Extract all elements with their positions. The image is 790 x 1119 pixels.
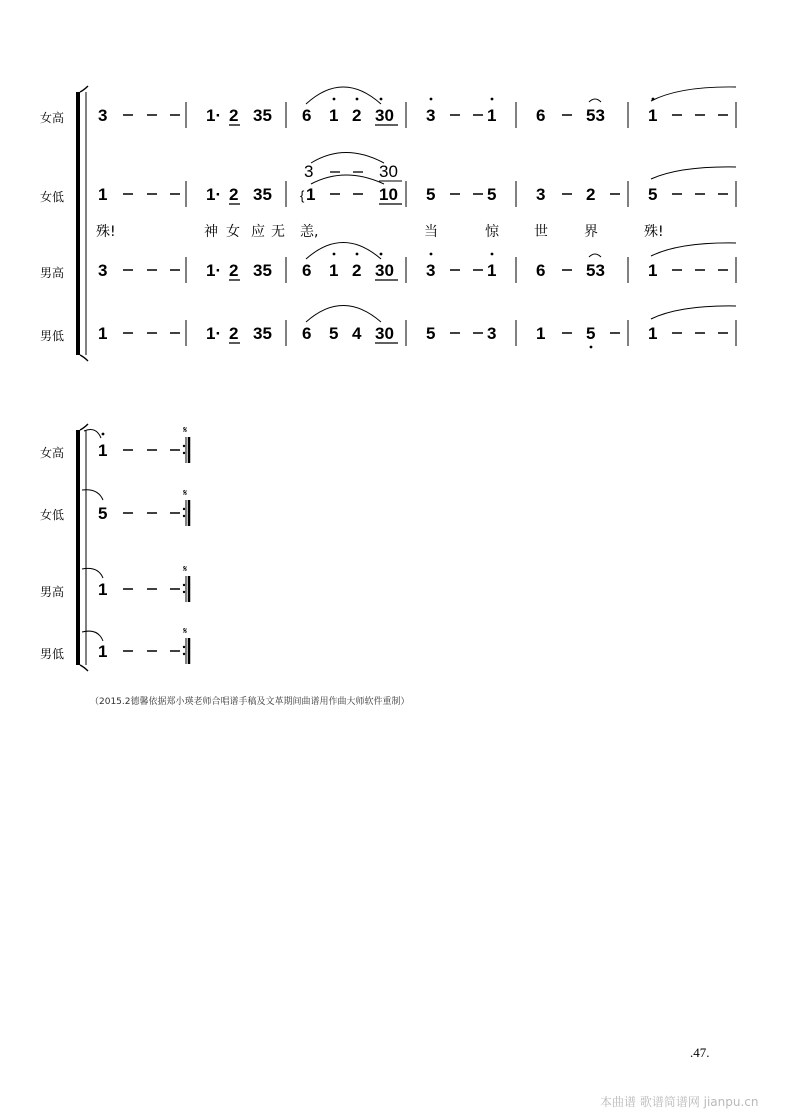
svg-text:1: 1 [648, 106, 658, 125]
svg-text:1·: 1· [206, 106, 222, 125]
svg-text:1: 1 [329, 261, 339, 280]
svg-text:6: 6 [302, 106, 312, 125]
svg-text:6: 6 [536, 261, 546, 280]
svg-text:6: 6 [302, 261, 312, 280]
svg-text:2: 2 [229, 106, 239, 125]
lyric: 界 [584, 224, 598, 240]
lyric: 无 [271, 224, 285, 240]
svg-text:2: 2 [352, 261, 362, 280]
lyric: 恙, [300, 224, 319, 240]
svg-text:5: 5 [426, 185, 436, 204]
svg-text:1: 1 [487, 106, 497, 125]
part-label-alto: 女低 [40, 508, 65, 522]
svg-text:1: 1 [536, 324, 546, 343]
svg-text:35: 35 [253, 106, 272, 125]
part-label-soprano: 女高 [40, 446, 65, 460]
part-label-soprano: 女高 [40, 111, 65, 125]
part-label-tenor: 男高 [40, 266, 65, 280]
credit-note: （2015.2德馨依据郑小瑛老师合唱谱手稿及文革期间曲谱用作曲大师软件重制） [90, 697, 410, 707]
svg-text:53: 53 [586, 261, 605, 280]
lyric: 女 [226, 224, 240, 240]
lyric: 惊 [485, 224, 499, 240]
svg-text:3: 3 [98, 106, 108, 125]
svg-text:5: 5 [586, 324, 596, 343]
system-1 [40, 86, 736, 361]
svg-text:2: 2 [229, 324, 239, 343]
part-label-alto: 女低 [40, 190, 65, 204]
svg-text:1: 1 [487, 261, 497, 280]
row-bass [82, 626, 189, 664]
svg-text:6: 6 [536, 106, 546, 125]
svg-text:30: 30 [375, 106, 394, 125]
svg-text:1: 1 [98, 324, 108, 343]
row-alto [98, 153, 736, 208]
svg-text:5: 5 [426, 324, 436, 343]
svg-text:1·: 1· [206, 324, 222, 343]
part-label-bass: 男低 [40, 329, 65, 343]
lyric: 殊! [644, 224, 664, 240]
svg-text:1: 1 [306, 185, 316, 204]
svg-text:1: 1 [98, 441, 108, 460]
page-number: .47. [690, 1045, 710, 1060]
svg-text:3: 3 [426, 106, 436, 125]
lyric: 当 [424, 224, 438, 240]
svg-text:30: 30 [379, 162, 398, 181]
row-soprano [84, 425, 189, 463]
svg-text:5: 5 [487, 185, 497, 204]
svg-text:1: 1 [98, 185, 108, 204]
svg-text:35: 35 [253, 324, 272, 343]
svg-text:5: 5 [329, 324, 339, 343]
svg-text:6: 6 [302, 324, 312, 343]
row-bass [98, 306, 736, 349]
row-tenor [82, 564, 189, 602]
svg-text:2: 2 [229, 185, 239, 204]
lyric: 神 [204, 224, 218, 240]
svg-text:3: 3 [426, 261, 436, 280]
svg-text:4: 4 [352, 324, 362, 343]
svg-text:5: 5 [648, 185, 658, 204]
svg-text:1·: 1· [206, 185, 222, 204]
svg-text:1: 1 [98, 642, 108, 661]
svg-text:𝄋: 𝄋 [183, 564, 188, 575]
system-2 [40, 424, 189, 671]
svg-text:2: 2 [586, 185, 596, 204]
svg-text:𝄋: 𝄋 [183, 425, 188, 436]
lyric: 殊! [96, 224, 116, 240]
svg-text:35: 35 [253, 185, 272, 204]
row-soprano [98, 87, 736, 128]
svg-text:1: 1 [648, 261, 658, 280]
svg-text:{: { [300, 188, 305, 203]
svg-text:𝄋: 𝄋 [183, 488, 188, 499]
svg-text:35: 35 [253, 261, 272, 280]
svg-text:3: 3 [304, 162, 314, 181]
svg-text:3: 3 [536, 185, 546, 204]
svg-text:1·: 1· [206, 261, 222, 280]
svg-text:10: 10 [379, 185, 398, 204]
watermark: 本曲谱 歌谱简谱网 jianpu.cn [600, 1095, 759, 1109]
svg-text:1: 1 [648, 324, 658, 343]
svg-text:3: 3 [98, 261, 108, 280]
part-label-tenor: 男高 [40, 585, 65, 599]
svg-text:3: 3 [487, 324, 497, 343]
lyrics-line [96, 223, 664, 240]
svg-text:30: 30 [375, 324, 394, 343]
svg-text:1: 1 [329, 106, 339, 125]
part-label-bass: 男低 [40, 647, 65, 661]
svg-text:1: 1 [98, 580, 108, 599]
svg-text:2: 2 [352, 106, 362, 125]
lyric: 应 [251, 224, 265, 240]
svg-text:5: 5 [98, 504, 108, 523]
row-tenor [98, 243, 736, 284]
svg-text:53: 53 [586, 106, 605, 125]
lyric: 世 [534, 224, 548, 240]
row-alto [82, 488, 189, 526]
svg-text:2: 2 [229, 261, 239, 280]
svg-text:𝄋: 𝄋 [183, 626, 188, 637]
svg-text:30: 30 [375, 261, 394, 280]
